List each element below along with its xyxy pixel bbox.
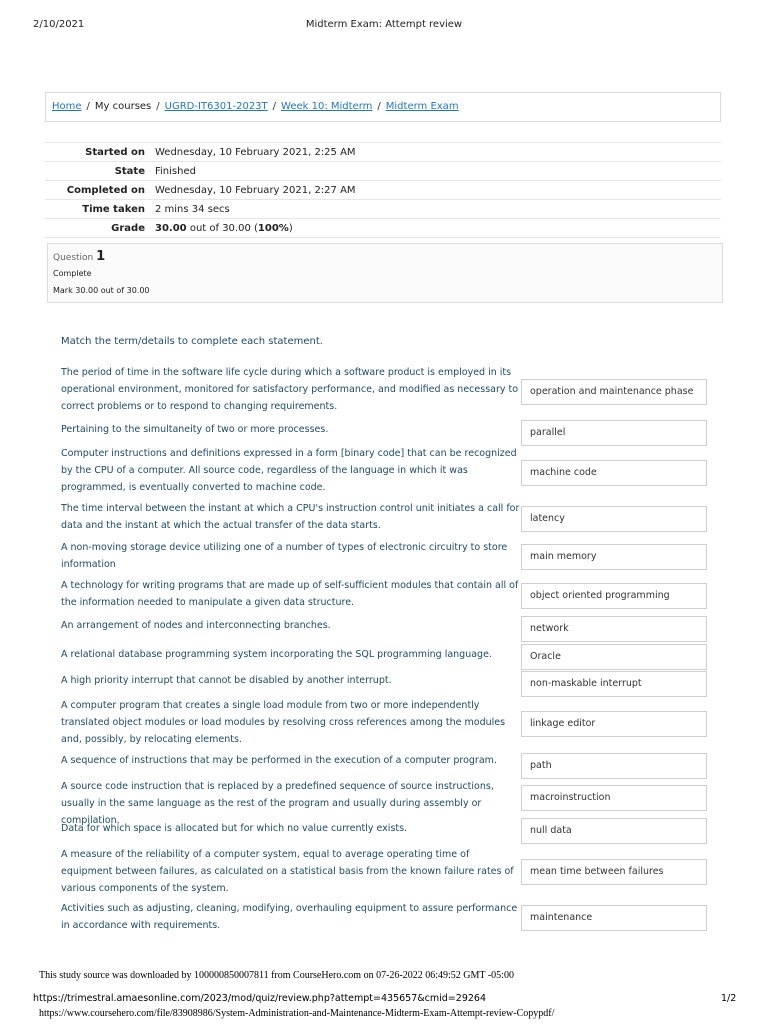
- coursehero-url: https://www.coursehero.com/file/83908986/System-Administration-and-Maintenance-Midterm-Exam-Attempt-review-Copypdf/: [39, 1008, 555, 1019]
- time-taken-label: Time taken: [45, 200, 155, 219]
- grade-label: Grade: [45, 219, 155, 238]
- match-statement: Data for which space is allocated but for which no value currently exists.: [61, 823, 408, 834]
- match-statement: A source code instruction that is replaced by a predefined sequence of source instructions, usually in the same language as the rest of the program and usually during assembly or compilation.: [61, 781, 494, 826]
- page-title: Midterm Exam: Attempt review: [305, 19, 463, 30]
- match-answer-select[interactable]: parallel: [521, 420, 707, 446]
- grade-close: ): [288, 222, 293, 234]
- match-answer-select[interactable]: mean time between failures: [521, 859, 707, 885]
- grade-score: 30.00: [155, 222, 187, 234]
- match-statement: A sequence of instructions that may be performed in the execution of a computer program.: [61, 755, 497, 766]
- started-label: Started on: [45, 143, 155, 162]
- match-statement: Pertaining to the simultaneity of two or more processes.: [61, 424, 329, 435]
- page-number: 1/2: [721, 993, 737, 1004]
- breadcrumb-separator: /: [156, 101, 160, 112]
- breadcrumb: [45, 92, 721, 122]
- question-label: Question: [53, 253, 94, 263]
- match-statement: A non-moving storage device utilizing one of a number of types of electronic circuitry to store information: [61, 542, 508, 570]
- question-state: Complete: [53, 269, 92, 278]
- summary-row-time: [45, 200, 721, 219]
- grade-out-of: out of 30.00 (: [186, 222, 258, 234]
- time-taken-value: 2 mins 34 secs: [155, 200, 721, 219]
- match-answer-select[interactable]: non-maskable interrupt: [521, 671, 707, 697]
- match-answer-select[interactable]: latency: [521, 506, 707, 532]
- breadcrumb-separator: /: [377, 101, 381, 112]
- state-value: Finished: [155, 162, 721, 181]
- summary-row-state: [45, 162, 721, 181]
- state-label: State: [45, 162, 155, 181]
- breadcrumb-course-link[interactable]: UGRD-IT6301-2023T: [164, 101, 268, 112]
- match-answer-select[interactable]: macroinstruction: [521, 785, 707, 811]
- completed-label: Completed on: [45, 181, 155, 200]
- question-mark: Mark 30.00 out of 30.00: [53, 286, 150, 295]
- match-answer-select[interactable]: Oracle: [521, 644, 707, 670]
- match-statement: A high priority interrupt that cannot be disabled by another interrupt.: [61, 675, 392, 686]
- match-statement: Activities such as adjusting, cleaning, modifying, overhauling equipment to assure performance in accordance with requirements.: [61, 903, 518, 931]
- match-answer-select[interactable]: machine code: [521, 460, 707, 486]
- match-statement: The period of time in the software life cycle during which a software product is employed in its operational environment, monitored for satisfactory performance, and modified as necessary to correct problems or to respond to changing requirements.: [61, 367, 519, 412]
- match-statement: A relational database programming system incorporating the SQL programming language.: [61, 649, 492, 660]
- question-number-value: 1: [96, 249, 106, 264]
- match-answer-select[interactable]: main memory: [521, 544, 707, 570]
- match-statement: A computer program that creates a single load module from two or more independently translated object modules or load modules by resolving cross references among the modules and, possibly, by relocating elements.: [61, 700, 506, 745]
- match-answer-select[interactable]: null data: [521, 818, 707, 844]
- question-number: [53, 249, 722, 264]
- grade-percent: 100%: [257, 222, 289, 234]
- summary-row-grade: [45, 219, 721, 238]
- match-answer-select[interactable]: network: [521, 616, 707, 642]
- breadcrumb-week-link[interactable]: Week 10: Midterm: [281, 101, 373, 112]
- attempt-summary-table: [45, 142, 721, 238]
- breadcrumb-separator: /: [86, 101, 90, 112]
- match-statement: Computer instructions and definitions expressed in a form [binary code] that can be recognized by the CPU of a computer. All source code, regardless of the language in which it was programmed, is eventually converted to machine code.: [61, 448, 517, 493]
- match-statement: An arrangement of nodes and interconnecting branches.: [61, 620, 331, 631]
- print-header: [0, 0, 768, 48]
- source-note: This study source was downloaded by 100000850007811 from CourseHero.com on 07-26-2022 06:49:52 GMT -05:00: [39, 970, 514, 981]
- breadcrumb-home-link[interactable]: Home: [52, 101, 82, 112]
- grade-value: [155, 219, 721, 238]
- breadcrumb-separator: /: [272, 101, 277, 112]
- started-value: Wednesday, 10 February 2021, 2:25 AM: [155, 143, 721, 162]
- completed-value: Wednesday, 10 February 2021, 2:27 AM: [155, 181, 721, 200]
- match-answer-select[interactable]: path: [521, 753, 707, 779]
- footer-url: https://trimestral.amaesonline.com/2023/mod/quiz/review.php?attempt=435657&cmid=29264: [33, 993, 486, 1004]
- breadcrumb-exam-link[interactable]: Midterm Exam: [385, 101, 459, 112]
- match-answer-select[interactable]: linkage editor: [521, 711, 707, 737]
- match-answer-select[interactable]: maintenance: [521, 905, 707, 931]
- match-statement: A measure of the reliability of a computer system, equal to average operating time of equipment between failures, as calculated on a statistical basis from the known failure rates of various components of the system.: [61, 849, 514, 894]
- match-answer-select[interactable]: operation and maintenance phase: [521, 379, 707, 405]
- summary-row-completed: [45, 181, 721, 200]
- match-statement: A technology for writing programs that are made up of self-sufficient modules that contain all of the information needed to manipulate a given data structure.: [61, 580, 519, 608]
- print-date: 2/10/2021: [33, 19, 85, 30]
- match-answer-select[interactable]: object oriented programming: [521, 583, 707, 609]
- question-prompt: Match the term/details to complete each statement.: [61, 336, 323, 347]
- summary-row-started: [45, 143, 721, 162]
- question-info-box: [47, 243, 723, 303]
- breadcrumb-my-courses: My courses: [94, 101, 152, 112]
- match-statement: The time interval between the instant at which a CPU's instruction control unit initiates a call for data and the instant at which the actual transfer of the data starts.: [61, 503, 520, 531]
